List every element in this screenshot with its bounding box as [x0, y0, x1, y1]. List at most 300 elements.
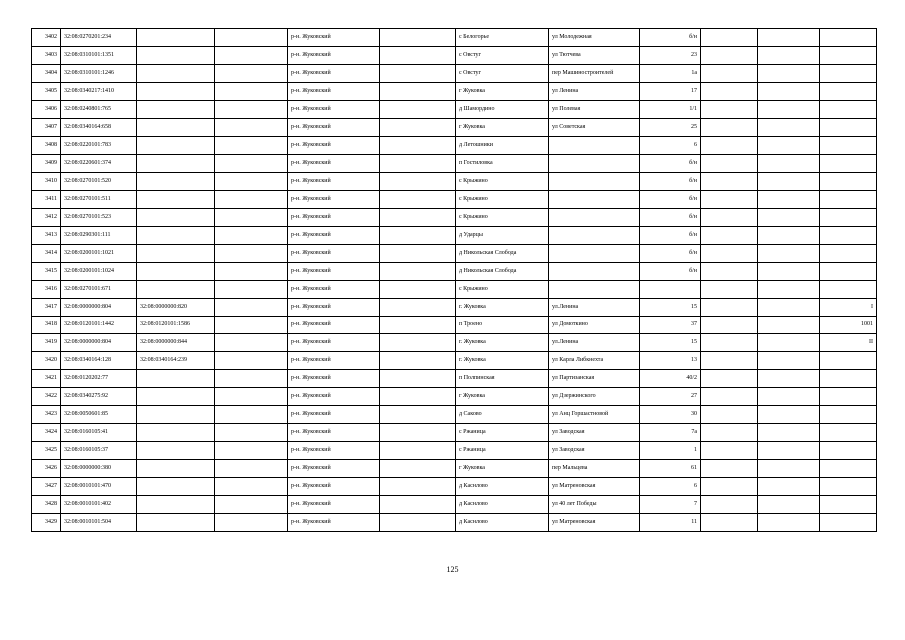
cell-empty: [215, 262, 288, 280]
cell-locality: г Жуковка: [456, 118, 549, 136]
cell-street: ул 40 лет Победы: [549, 496, 640, 514]
cell-cadastral-number-2: [137, 136, 215, 154]
table-row: [32, 46, 877, 64]
cell-house: 15: [640, 298, 701, 316]
cell-extra-2: [758, 388, 820, 406]
cell-empty: [215, 154, 288, 172]
cell-number: 3423: [32, 406, 61, 424]
cell-extra-1: [701, 118, 758, 136]
cell-house: 17: [640, 82, 701, 100]
cell-cadastral-number-2: [137, 280, 215, 298]
cell-street: ул Анц Горшастновой: [549, 406, 640, 424]
cell-city: [380, 226, 456, 244]
cell-district: р-н. Жуковский: [288, 280, 380, 298]
cell-extra-1: [701, 154, 758, 172]
cell-extra-3: [820, 388, 877, 406]
cell-extra-3: II: [820, 334, 877, 352]
cell-house: 30: [640, 406, 701, 424]
cell-locality: д Никольская Слобода: [456, 244, 549, 262]
cell-extra-2: [758, 298, 820, 316]
cell-cadastral-number: 32:08:0340164:128: [61, 352, 137, 370]
cell-cadastral-number-2: [137, 442, 215, 460]
cell-cadastral-number: 32:08:0120101:1442: [61, 316, 137, 334]
cell-cadastral-number: 32:08:0220101:783: [61, 136, 137, 154]
cell-empty: [215, 82, 288, 100]
cell-house: 1/1: [640, 100, 701, 118]
cell-number: 3406: [32, 100, 61, 118]
cell-district: р-н. Жуковский: [288, 208, 380, 226]
cell-number: 3424: [32, 424, 61, 442]
cell-extra-2: [758, 460, 820, 478]
cell-house: 61: [640, 460, 701, 478]
cell-city: [380, 352, 456, 370]
cell-extra-1: [701, 316, 758, 334]
cell-city: [380, 46, 456, 64]
cell-empty: [215, 64, 288, 82]
cell-extra-3: [820, 460, 877, 478]
cell-district: р-н. Жуковский: [288, 244, 380, 262]
cell-extra-2: [758, 496, 820, 514]
cell-city: [380, 478, 456, 496]
cell-house: 23: [640, 46, 701, 64]
cell-extra-1: [701, 64, 758, 82]
cell-extra-1: [701, 442, 758, 460]
cell-city: [380, 190, 456, 208]
cell-extra-2: [758, 136, 820, 154]
cell-extra-2: [758, 370, 820, 388]
cell-district: р-н. Жуковский: [288, 154, 380, 172]
cell-cadastral-number-2: [137, 118, 215, 136]
cell-cadastral-number-2: [137, 424, 215, 442]
cell-extra-3: [820, 406, 877, 424]
cell-locality: д Каснлово: [456, 478, 549, 496]
cell-house: б/н: [640, 244, 701, 262]
cell-city: [380, 424, 456, 442]
table-row: [32, 370, 877, 388]
cell-cadastral-number-2: [137, 208, 215, 226]
cell-city: [380, 64, 456, 82]
cell-extra-1: [701, 460, 758, 478]
cell-cadastral-number-2: [137, 82, 215, 100]
cell-extra-3: 1001: [820, 316, 877, 334]
cell-extra-1: [701, 208, 758, 226]
cell-cadastral-number: 32:08:0000000:804: [61, 334, 137, 352]
cell-district: р-н. Жуковский: [288, 46, 380, 64]
cell-locality: д Каснлово: [456, 496, 549, 514]
cell-city: [380, 316, 456, 334]
cell-extra-1: [701, 496, 758, 514]
cell-cadastral-number-2: [137, 370, 215, 388]
table-row: [32, 316, 877, 334]
cell-extra-1: [701, 280, 758, 298]
cell-locality: г Жуковка: [456, 82, 549, 100]
cell-locality: п Полпинская: [456, 370, 549, 388]
cell-empty: [215, 190, 288, 208]
cell-extra-2: [758, 514, 820, 532]
cell-street: [549, 172, 640, 190]
table-row: [32, 514, 877, 532]
cell-extra-2: [758, 172, 820, 190]
cell-cadastral-number: 32:08:0160105:37: [61, 442, 137, 460]
cell-cadastral-number: 32:08:0240801:765: [61, 100, 137, 118]
cell-city: [380, 406, 456, 424]
cell-extra-1: [701, 46, 758, 64]
cell-house: [640, 280, 701, 298]
cell-extra-3: [820, 136, 877, 154]
cell-city: [380, 370, 456, 388]
cell-house: б/н: [640, 172, 701, 190]
cell-locality: с Ржаница: [456, 424, 549, 442]
cell-street: [549, 244, 640, 262]
cell-cadastral-number: 32:08:0310101:1246: [61, 64, 137, 82]
cell-number: 3421: [32, 370, 61, 388]
cell-extra-1: [701, 100, 758, 118]
cell-number: 3409: [32, 154, 61, 172]
table-row: [32, 424, 877, 442]
table-row: [32, 334, 877, 352]
cell-cadastral-number: 32:08:0010101:402: [61, 496, 137, 514]
cell-extra-3: [820, 100, 877, 118]
cell-district: р-н. Жуковский: [288, 406, 380, 424]
cell-cadastral-number: 32:08:0050601:85: [61, 406, 137, 424]
cell-house: 15: [640, 334, 701, 352]
cell-empty: [215, 280, 288, 298]
cell-street: ул Партизанская: [549, 370, 640, 388]
cell-cadastral-number: 32:08:0290301:111: [61, 226, 137, 244]
cell-extra-3: [820, 190, 877, 208]
cell-extra-2: [758, 406, 820, 424]
cell-cadastral-number-2: [137, 226, 215, 244]
cell-cadastral-number: 32:08:0120202:77: [61, 370, 137, 388]
cell-extra-3: I: [820, 298, 877, 316]
cell-extra-3: [820, 226, 877, 244]
cell-extra-1: [701, 352, 758, 370]
cell-extra-2: [758, 442, 820, 460]
table-row: [32, 460, 877, 478]
cell-extra-1: [701, 136, 758, 154]
cell-empty: [215, 136, 288, 154]
cell-street: ул Тютчева: [549, 46, 640, 64]
cell-city: [380, 154, 456, 172]
cell-locality: с Крыжино: [456, 172, 549, 190]
table-row: [32, 442, 877, 460]
cell-extra-3: [820, 118, 877, 136]
cell-district: р-н. Жуковский: [288, 424, 380, 442]
cell-number: 3413: [32, 226, 61, 244]
cell-cadastral-number: 32:08:0270101:523: [61, 208, 137, 226]
cell-cadastral-number: 32:08:0340275:92: [61, 388, 137, 406]
cell-house: 1а: [640, 64, 701, 82]
cell-district: р-н. Жуковский: [288, 64, 380, 82]
cell-house: б/н: [640, 226, 701, 244]
cell-extra-2: [758, 262, 820, 280]
cell-district: р-н. Жуковский: [288, 298, 380, 316]
cell-city: [380, 460, 456, 478]
cell-locality: г Жуковка: [456, 460, 549, 478]
cell-district: р-н. Жуковский: [288, 136, 380, 154]
cell-district: р-н. Жуковский: [288, 82, 380, 100]
cell-empty: [215, 29, 288, 47]
cell-street: ул Домоткино: [549, 316, 640, 334]
cell-street: ул Дзержинского: [549, 388, 640, 406]
cell-extra-1: [701, 478, 758, 496]
cell-locality: п Троено: [456, 316, 549, 334]
cell-street: [549, 208, 640, 226]
cell-extra-1: [701, 370, 758, 388]
cell-empty: [215, 298, 288, 316]
cell-house: 25: [640, 118, 701, 136]
cell-empty: [215, 514, 288, 532]
cell-city: [380, 172, 456, 190]
cell-street: ул Молодежная: [549, 29, 640, 47]
cell-number: 3403: [32, 46, 61, 64]
cell-city: [380, 496, 456, 514]
table-row: [32, 154, 877, 172]
cell-cadastral-number-2: 32:08:0340164:239: [137, 352, 215, 370]
cell-house: 6: [640, 478, 701, 496]
cell-locality: с Овстуг: [456, 46, 549, 64]
cell-extra-2: [758, 280, 820, 298]
cell-cadastral-number-2: [137, 514, 215, 532]
cell-cadastral-number-2: [137, 190, 215, 208]
cell-district: р-н. Жуковский: [288, 478, 380, 496]
cell-locality: с Ржаница: [456, 442, 549, 460]
cell-number: 3405: [32, 82, 61, 100]
cell-cadastral-number-2: [137, 100, 215, 118]
cell-city: [380, 100, 456, 118]
cell-extra-2: [758, 316, 820, 334]
cell-district: р-н. Жуковский: [288, 316, 380, 334]
cell-extra-3: [820, 352, 877, 370]
cell-cadastral-number: 32:08:0010101:504: [61, 514, 137, 532]
cell-extra-1: [701, 514, 758, 532]
cell-number: 3411: [32, 190, 61, 208]
cell-extra-2: [758, 190, 820, 208]
cell-extra-3: [820, 370, 877, 388]
cell-extra-1: [701, 82, 758, 100]
cell-house: б/н: [640, 208, 701, 226]
table-row: [32, 352, 877, 370]
cell-cadastral-number: 32:08:0270101:671: [61, 280, 137, 298]
cell-city: [380, 280, 456, 298]
cell-district: р-н. Жуковский: [288, 460, 380, 478]
cell-cadastral-number: 32:08:0310101:1351: [61, 46, 137, 64]
cell-street: [549, 154, 640, 172]
cell-house: 40/2: [640, 370, 701, 388]
cell-district: р-н. Жуковский: [288, 388, 380, 406]
table-row: [32, 190, 877, 208]
cell-number: 3428: [32, 496, 61, 514]
table-row: [32, 82, 877, 100]
cell-number: 3418: [32, 316, 61, 334]
table-row: [32, 136, 877, 154]
cell-house: б/н: [640, 29, 701, 47]
table-row: [32, 29, 877, 47]
cell-empty: [215, 100, 288, 118]
cell-cadastral-number-2: [137, 478, 215, 496]
cell-number: 3407: [32, 118, 61, 136]
cell-street: ул Матреновская: [549, 514, 640, 532]
cell-house: 27: [640, 388, 701, 406]
cell-cadastral-number: 32:08:0160105:41: [61, 424, 137, 442]
cell-empty: [215, 172, 288, 190]
cell-house: 11: [640, 514, 701, 532]
cell-street: ул Матреновская: [549, 478, 640, 496]
cell-number: 3404: [32, 64, 61, 82]
cell-house: 7: [640, 496, 701, 514]
cell-number: 3408: [32, 136, 61, 154]
cell-extra-3: [820, 208, 877, 226]
cell-extra-1: [701, 172, 758, 190]
table-row: [32, 262, 877, 280]
cell-empty: [215, 316, 288, 334]
cell-extra-1: [701, 424, 758, 442]
cell-cadastral-number: 32:08:0340217:1410: [61, 82, 137, 100]
cell-extra-3: [820, 478, 877, 496]
cell-cadastral-number: 32:08:0220601:374: [61, 154, 137, 172]
cell-extra-3: [820, 262, 877, 280]
cell-house: 1: [640, 442, 701, 460]
cell-street: ул Полевая: [549, 100, 640, 118]
cell-number: 3402: [32, 29, 61, 47]
cell-extra-1: [701, 29, 758, 47]
cell-district: р-н. Жуковский: [288, 226, 380, 244]
cell-cadastral-number-2: [137, 496, 215, 514]
cell-house: 13: [640, 352, 701, 370]
page-number: 125: [446, 565, 459, 574]
cell-street: [549, 136, 640, 154]
cell-extra-3: [820, 496, 877, 514]
cell-number: 3416: [32, 280, 61, 298]
cell-extra-3: [820, 280, 877, 298]
cell-city: [380, 29, 456, 47]
cell-house: б/н: [640, 190, 701, 208]
cell-street: ул Карла Либкнехта: [549, 352, 640, 370]
cell-extra-1: [701, 190, 758, 208]
cell-street: ул Советская: [549, 118, 640, 136]
cell-locality: д Каснлово: [456, 514, 549, 532]
cell-extra-2: [758, 100, 820, 118]
table-body: [32, 29, 877, 532]
cell-cadastral-number-2: [137, 262, 215, 280]
cell-city: [380, 244, 456, 262]
cell-city: [380, 334, 456, 352]
cell-city: [380, 82, 456, 100]
cell-number: 3417: [32, 298, 61, 316]
cell-extra-1: [701, 334, 758, 352]
cell-number: 3420: [32, 352, 61, 370]
table-row: [32, 172, 877, 190]
table-row: [32, 208, 877, 226]
cell-locality: д Никольская Слобода: [456, 262, 549, 280]
cell-city: [380, 442, 456, 460]
cell-street: ул.Ленина: [549, 334, 640, 352]
cell-cadastral-number-2: 32:08:0000000:820: [137, 298, 215, 316]
cell-extra-1: [701, 262, 758, 280]
cell-empty: [215, 352, 288, 370]
cell-extra-2: [758, 118, 820, 136]
cell-extra-3: [820, 424, 877, 442]
cell-locality: д Летошники: [456, 136, 549, 154]
cell-street: ул.Ленина: [549, 298, 640, 316]
cell-locality: д Шамордино: [456, 100, 549, 118]
cell-city: [380, 208, 456, 226]
cell-number: 3419: [32, 334, 61, 352]
table-row: [32, 100, 877, 118]
cell-cadastral-number: 32:08:0000000:380: [61, 460, 137, 478]
cell-district: р-н. Жуковский: [288, 29, 380, 47]
cell-house: б/н: [640, 154, 701, 172]
cell-empty: [215, 442, 288, 460]
cell-cadastral-number-2: 32:08:0120101:1586: [137, 316, 215, 334]
cell-street: [549, 262, 640, 280]
cell-cadastral-number: 32:08:0010101:470: [61, 478, 137, 496]
cell-street: [549, 226, 640, 244]
cell-number: 3426: [32, 460, 61, 478]
cell-extra-2: [758, 82, 820, 100]
cell-extra-3: [820, 154, 877, 172]
cell-cadastral-number-2: [137, 29, 215, 47]
cell-cadastral-number-2: [137, 388, 215, 406]
cell-street: ул Заводская: [549, 442, 640, 460]
table-row: [32, 118, 877, 136]
cell-extra-1: [701, 244, 758, 262]
cell-cadastral-number-2: [137, 244, 215, 262]
table-row: [32, 406, 877, 424]
cell-empty: [215, 406, 288, 424]
cell-empty: [215, 208, 288, 226]
registry-table: [31, 28, 877, 532]
cell-empty: [215, 244, 288, 262]
table-row: [32, 298, 877, 316]
cell-extra-3: [820, 82, 877, 100]
cell-extra-1: [701, 226, 758, 244]
cell-empty: [215, 460, 288, 478]
cell-empty: [215, 370, 288, 388]
table-row: [32, 280, 877, 298]
table-row: [32, 226, 877, 244]
cell-district: р-н. Жуковский: [288, 496, 380, 514]
cell-extra-2: [758, 226, 820, 244]
cell-cadastral-number: 32:08:0270101:511: [61, 190, 137, 208]
cell-cadastral-number-2: [137, 154, 215, 172]
cell-locality: г. Жуковка: [456, 334, 549, 352]
cell-city: [380, 388, 456, 406]
cell-extra-2: [758, 154, 820, 172]
cell-street: [549, 190, 640, 208]
cell-number: 3422: [32, 388, 61, 406]
cell-locality: д Ударцы: [456, 226, 549, 244]
cell-extra-3: [820, 442, 877, 460]
cell-city: [380, 514, 456, 532]
cell-district: р-н. Жуковский: [288, 370, 380, 388]
cell-number: 3425: [32, 442, 61, 460]
cell-number: 3412: [32, 208, 61, 226]
table-row: [32, 64, 877, 82]
cell-extra-3: [820, 514, 877, 532]
cell-extra-1: [701, 298, 758, 316]
cell-extra-3: [820, 172, 877, 190]
cell-street: ул Ленина: [549, 82, 640, 100]
cell-extra-2: [758, 208, 820, 226]
cell-city: [380, 118, 456, 136]
cell-district: р-н. Жуковский: [288, 118, 380, 136]
cell-district: р-н. Жуковский: [288, 352, 380, 370]
cell-cadastral-number: 32:08:0200101:1021: [61, 244, 137, 262]
cell-house: 37: [640, 316, 701, 334]
cell-extra-1: [701, 388, 758, 406]
cell-extra-2: [758, 244, 820, 262]
